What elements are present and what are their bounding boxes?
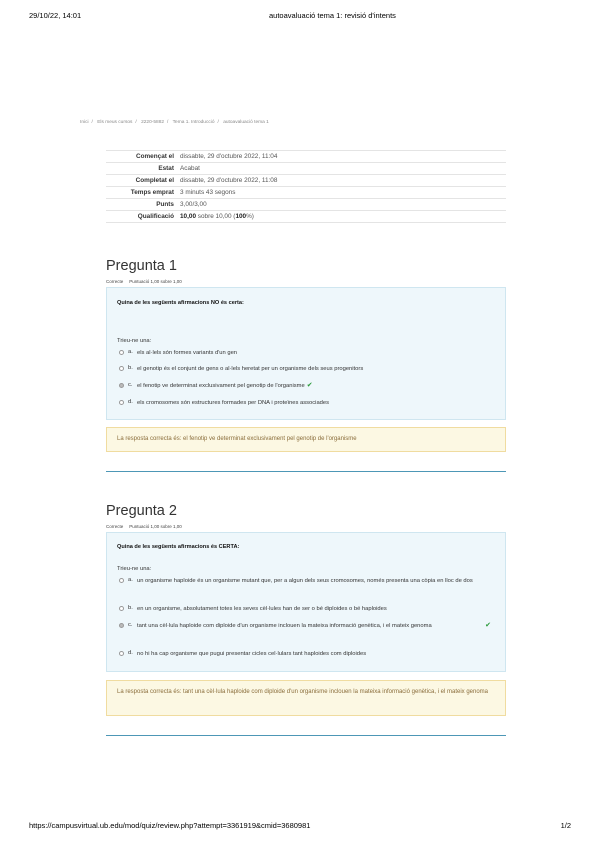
question-2-box xyxy=(106,532,506,672)
question-1-feedback: La resposta correcta és: el fenotip ve determinat exclusivament pel genotip de l'organisme xyxy=(106,427,506,452)
summary-value: dissabte, 29 d'octubre 2022, 11:08 xyxy=(178,175,506,187)
radio-button[interactable] xyxy=(119,578,124,583)
question-text: Quina de les següents afirmacions NO és certa: xyxy=(117,300,244,306)
summary-label: Completat el xyxy=(106,175,178,187)
print-page-number: 1/2 xyxy=(560,821,571,830)
question-text: Quina de les següents afirmacions és CERTA: xyxy=(117,544,240,550)
breadcrumb-quiz[interactable]: autoavaluació tema 1 xyxy=(223,120,269,125)
option-letter: d. xyxy=(128,650,133,656)
question-2-heading: Pregunta 2 xyxy=(106,503,177,519)
option-letter: b. xyxy=(128,365,133,371)
breadcrumb-home[interactable]: Inici xyxy=(80,120,89,125)
option-text: el fenotip ve determinat exclusivament pel genotip de l'organisme xyxy=(137,383,305,389)
option-text: els cromosomes són estructures formades per DNA i proteïnes associades xyxy=(137,400,330,406)
summary-row xyxy=(106,199,506,211)
summary-row xyxy=(106,163,506,175)
question-1-meta xyxy=(106,279,182,284)
breadcrumb-my-courses[interactable]: Els meus cursos xyxy=(97,120,133,125)
summary-label: Estat xyxy=(106,163,178,175)
summary-row xyxy=(106,187,506,199)
answer-option-b[interactable] xyxy=(119,365,489,375)
option-text: no hi ha cap organisme que pugui presentar cicles cel·lulars tant haploides com diploides xyxy=(137,651,367,657)
option-text: en un organisme, absolutament totes les seves cèl·lules han de ser o bé diploides o bé haploides xyxy=(137,606,387,612)
grade-value xyxy=(178,211,506,223)
radio-button[interactable] xyxy=(119,400,124,405)
option-text: un organisme haploide és un organisme mutant que, per a algun dels seus cromosomes, només presenta una còpia en lloc de dos xyxy=(137,578,473,584)
option-letter: c. xyxy=(128,622,133,628)
option-letter: a. xyxy=(128,349,133,355)
summary-label: Qualificació xyxy=(106,211,178,223)
summary-value: 3,00/3,00 xyxy=(178,199,506,211)
print-date: 29/10/22, 14:01 xyxy=(29,11,82,20)
summary-label: Temps emprat xyxy=(106,187,178,199)
grade-score: 10,00 xyxy=(180,213,196,220)
question-score: Puntuació 1,00 sobre 1,00 xyxy=(129,524,182,529)
option-letter: a. xyxy=(128,577,133,583)
attempt-summary-table xyxy=(106,150,506,223)
breadcrumb-topic[interactable]: Tema 1. Introducció xyxy=(172,120,215,125)
question-status: Correcte xyxy=(106,279,124,284)
answer-option-a[interactable] xyxy=(119,577,489,587)
radio-button-selected[interactable] xyxy=(119,623,124,628)
summary-value: dissabte, 29 d'octubre 2022, 11:04 xyxy=(178,151,506,163)
summary-row xyxy=(106,211,506,223)
answer-option-d[interactable] xyxy=(119,399,489,409)
correct-check-icon: ✔ xyxy=(485,622,491,629)
question-status: Correcte xyxy=(106,524,124,529)
option-text: els al·lels són formes variants d'un gen xyxy=(137,350,238,356)
grade-end: %) xyxy=(246,213,254,220)
question-2-feedback: La resposta correcta és: tant una cèl·lula haploide com diploide d'un organisme inclouen la mateixa informació genètica, i el mateix genoma xyxy=(106,680,506,716)
summary-value: Acabat xyxy=(178,163,506,175)
option-text: el genotip és el conjunt de gens o al·lels heretat per un organisme dels seus progenitors xyxy=(137,366,364,372)
print-header xyxy=(29,11,571,23)
summary-label: Punts xyxy=(106,199,178,211)
answer-option-d[interactable] xyxy=(119,650,489,660)
option-text: tant una cèl·lula haploide com diploide d'un organisme inclouen la mateixa informació genètica, i el mateix genoma xyxy=(137,623,432,629)
question-score: Puntuació 1,00 sobre 1,00 xyxy=(129,279,182,284)
option-letter: b. xyxy=(128,605,133,611)
summary-value: 3 minuts 43 segons xyxy=(178,187,506,199)
grade-percent: 100 xyxy=(235,213,247,220)
question-1-box xyxy=(106,287,506,420)
summary-label: Començat el xyxy=(106,151,178,163)
radio-button-selected[interactable] xyxy=(119,383,124,388)
option-letter: d. xyxy=(128,399,133,405)
radio-button[interactable] xyxy=(119,366,124,371)
answer-option-b[interactable] xyxy=(119,605,489,615)
print-footer xyxy=(29,821,571,833)
answer-prompt: Trieu-ne una: xyxy=(117,566,152,572)
option-letter: c. xyxy=(128,382,133,388)
print-title: autoavaluació tema 1: revisió d'intents xyxy=(269,11,396,20)
radio-button[interactable] xyxy=(119,350,124,355)
question-2-meta xyxy=(106,524,182,529)
answer-prompt: Trieu-ne una: xyxy=(117,338,152,344)
question-1-heading: Pregunta 1 xyxy=(106,258,177,274)
answer-option-a[interactable] xyxy=(119,349,489,359)
grade-mid: sobre 10,00 ( xyxy=(196,213,236,220)
breadcrumb: Inici / Els meus cursos / 2220-5882 / Tema 1. Introducció / autoavaluació tema 1 xyxy=(80,120,269,125)
question-divider xyxy=(106,471,506,472)
correct-check-icon: ✔ xyxy=(306,382,313,389)
radio-button[interactable] xyxy=(119,606,124,611)
summary-row xyxy=(106,151,506,163)
radio-button[interactable] xyxy=(119,651,124,656)
answer-option-c[interactable] xyxy=(119,622,489,632)
question-divider xyxy=(106,735,506,736)
answer-option-c[interactable] xyxy=(119,382,489,392)
breadcrumb-course[interactable]: 2220-5882 xyxy=(141,120,165,125)
print-url: https://campusvirtual.ub.edu/mod/quiz/review.php?attempt=3361919&cmid=3680981 xyxy=(29,821,311,830)
summary-row xyxy=(106,175,506,187)
